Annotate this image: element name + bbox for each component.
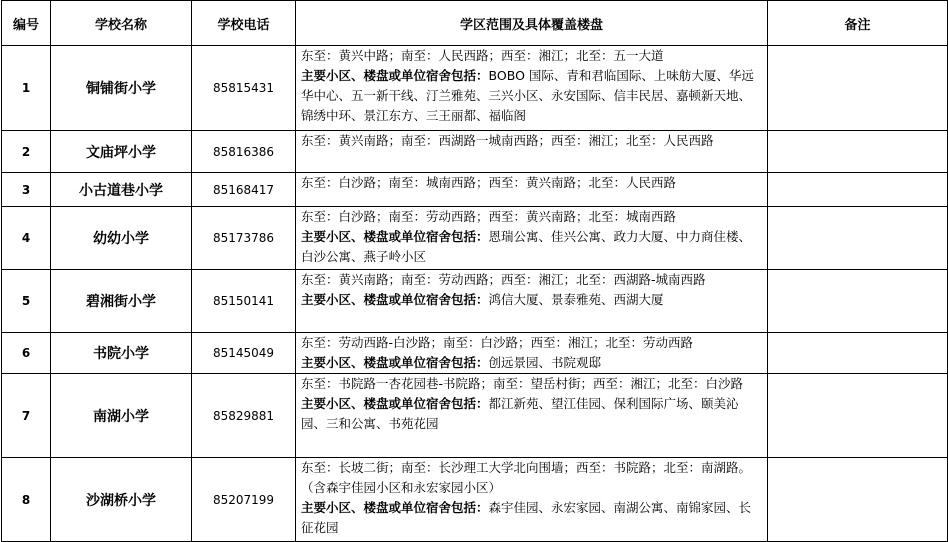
school-name: 南湖小学 — [51, 374, 192, 458]
note-cell — [768, 46, 948, 131]
school-name: 小古道巷小学 — [51, 173, 192, 207]
buildings-line — [301, 227, 763, 267]
note-cell — [768, 333, 948, 374]
buildings-line — [301, 290, 763, 310]
school-phone: 85207199 — [192, 458, 296, 542]
boundary-text: 东至：劳动西路-白沙路；南至：白沙路；西至：湘江；北至：劳动西路 — [301, 335, 694, 350]
school-name: 幼幼小学 — [51, 207, 192, 270]
school-name: 碧湘街小学 — [51, 270, 192, 333]
buildings-line — [301, 66, 763, 126]
boundary-text: 东至：黄兴南路；南至：西湖路一城南西路；西至：湘江；北至：人民西路 — [301, 133, 714, 148]
boundary-text: 东至：白沙路；南至：劳动西路；西至：黄兴南路；北至：城南西路 — [301, 209, 677, 224]
buildings-label: 主要小区、楼盘或单位宿舍包括： — [301, 355, 489, 370]
boundary-text: 东至：长坡二街；南至：长沙理工大学北向围墙；西至：书院路；北至：南湖路。（含森宇佳园小区和永宏家园小区） — [301, 460, 752, 495]
table-row — [2, 131, 948, 173]
table-row — [2, 374, 948, 458]
buildings-label: 主要小区、楼盘或单位宿舍包括： — [301, 68, 489, 83]
note-cell — [768, 270, 948, 333]
table-header-row — [2, 1, 948, 46]
table-row — [2, 333, 948, 374]
boundary-text: 东至：黄兴南路；南至：劳动西路；西至：湘江；北至：西湖路-城南西路 — [301, 272, 706, 287]
buildings-list: 森宇佳园、永宏家园、南湖公寓、南锦家园、长征花园 — [301, 500, 752, 535]
header-num: 编号 — [2, 1, 51, 46]
buildings-line — [301, 353, 763, 373]
buildings-list: BOBO 国际、青和君临国际、上味舫大厦、华远华中心、五一新干线、汀兰雅苑、三兴小区、永安国际、信丰民居、嘉顿新天地、锦绣中环、景江东方、三王丽都、福临阁 — [301, 68, 754, 123]
note-cell — [768, 207, 948, 270]
table-row — [2, 458, 948, 542]
buildings-list: 都江新苑、望江佳园、保利国际广场、颐美沁园、三和公寓、书苑花园 — [301, 396, 739, 431]
row-number: 3 — [2, 173, 51, 207]
buildings-line — [301, 498, 763, 538]
school-phone: 85829881 — [192, 374, 296, 458]
school-phone: 85173786 — [192, 207, 296, 270]
table-row — [2, 173, 948, 207]
buildings-list: 创远景园、书院观邸 — [488, 355, 602, 370]
buildings-label: 主要小区、楼盘或单位宿舍包括： — [301, 396, 489, 411]
school-name: 沙湖桥小学 — [51, 458, 192, 542]
school-phone: 85816386 — [192, 131, 296, 173]
row-number: 4 — [2, 207, 51, 270]
row-number: 8 — [2, 458, 51, 542]
buildings-line — [301, 394, 763, 434]
buildings-label: 主要小区、楼盘或单位宿舍包括： — [301, 229, 489, 244]
buildings-list: 鸿信大厦、景泰雅苑、西湖大厦 — [488, 292, 664, 307]
note-cell — [768, 458, 948, 542]
header-note: 备注 — [768, 1, 948, 46]
buildings-list: 恩瑞公寓、佳兴公寓、政力大厦、中力商住楼、白沙公寓、燕子岭小区 — [301, 229, 752, 264]
header-area: 学区范围及具体覆盖楼盘 — [296, 1, 768, 46]
school-phone: 85150141 — [192, 270, 296, 333]
header-name: 学校名称 — [51, 1, 192, 46]
district-area — [296, 333, 768, 374]
table-body — [2, 46, 948, 542]
table-row — [2, 207, 948, 270]
header-phone: 学校电话 — [192, 1, 296, 46]
school-name: 铜铺街小学 — [51, 46, 192, 131]
note-cell — [768, 173, 948, 207]
table-row — [2, 270, 948, 333]
boundary-text: 东至：黄兴中路；南至：人民西路；西至：湘江；北至：五一大道 — [301, 48, 664, 63]
district-area — [296, 374, 768, 458]
district-area — [296, 207, 768, 270]
boundary-text: 东至：书院路一杏花园巷-书院路；南至：望岳村街；西至：湘江；北至：白沙路 — [301, 376, 744, 391]
row-number: 2 — [2, 131, 51, 173]
school-phone: 85145049 — [192, 333, 296, 374]
school-phone: 85815431 — [192, 46, 296, 131]
district-area — [296, 46, 768, 131]
buildings-label: 主要小区、楼盘或单位宿舍包括： — [301, 500, 489, 515]
row-number: 5 — [2, 270, 51, 333]
school-phone: 85168417 — [192, 173, 296, 207]
note-cell — [768, 374, 948, 458]
note-cell — [768, 131, 948, 173]
row-number: 6 — [2, 333, 51, 374]
school-name: 书院小学 — [51, 333, 192, 374]
district-area — [296, 173, 768, 207]
district-area — [296, 270, 768, 333]
row-number: 7 — [2, 374, 51, 458]
school-name: 文庙坪小学 — [51, 131, 192, 173]
table-row — [2, 46, 948, 131]
school-district-table — [1, 0, 948, 542]
district-area — [296, 458, 768, 542]
row-number: 1 — [2, 46, 51, 131]
district-area — [296, 131, 768, 173]
buildings-label: 主要小区、楼盘或单位宿舍包括： — [301, 292, 489, 307]
boundary-text: 东至：白沙路；南至：城南西路；西至：黄兴南路；北至：人民西路 — [301, 175, 677, 190]
